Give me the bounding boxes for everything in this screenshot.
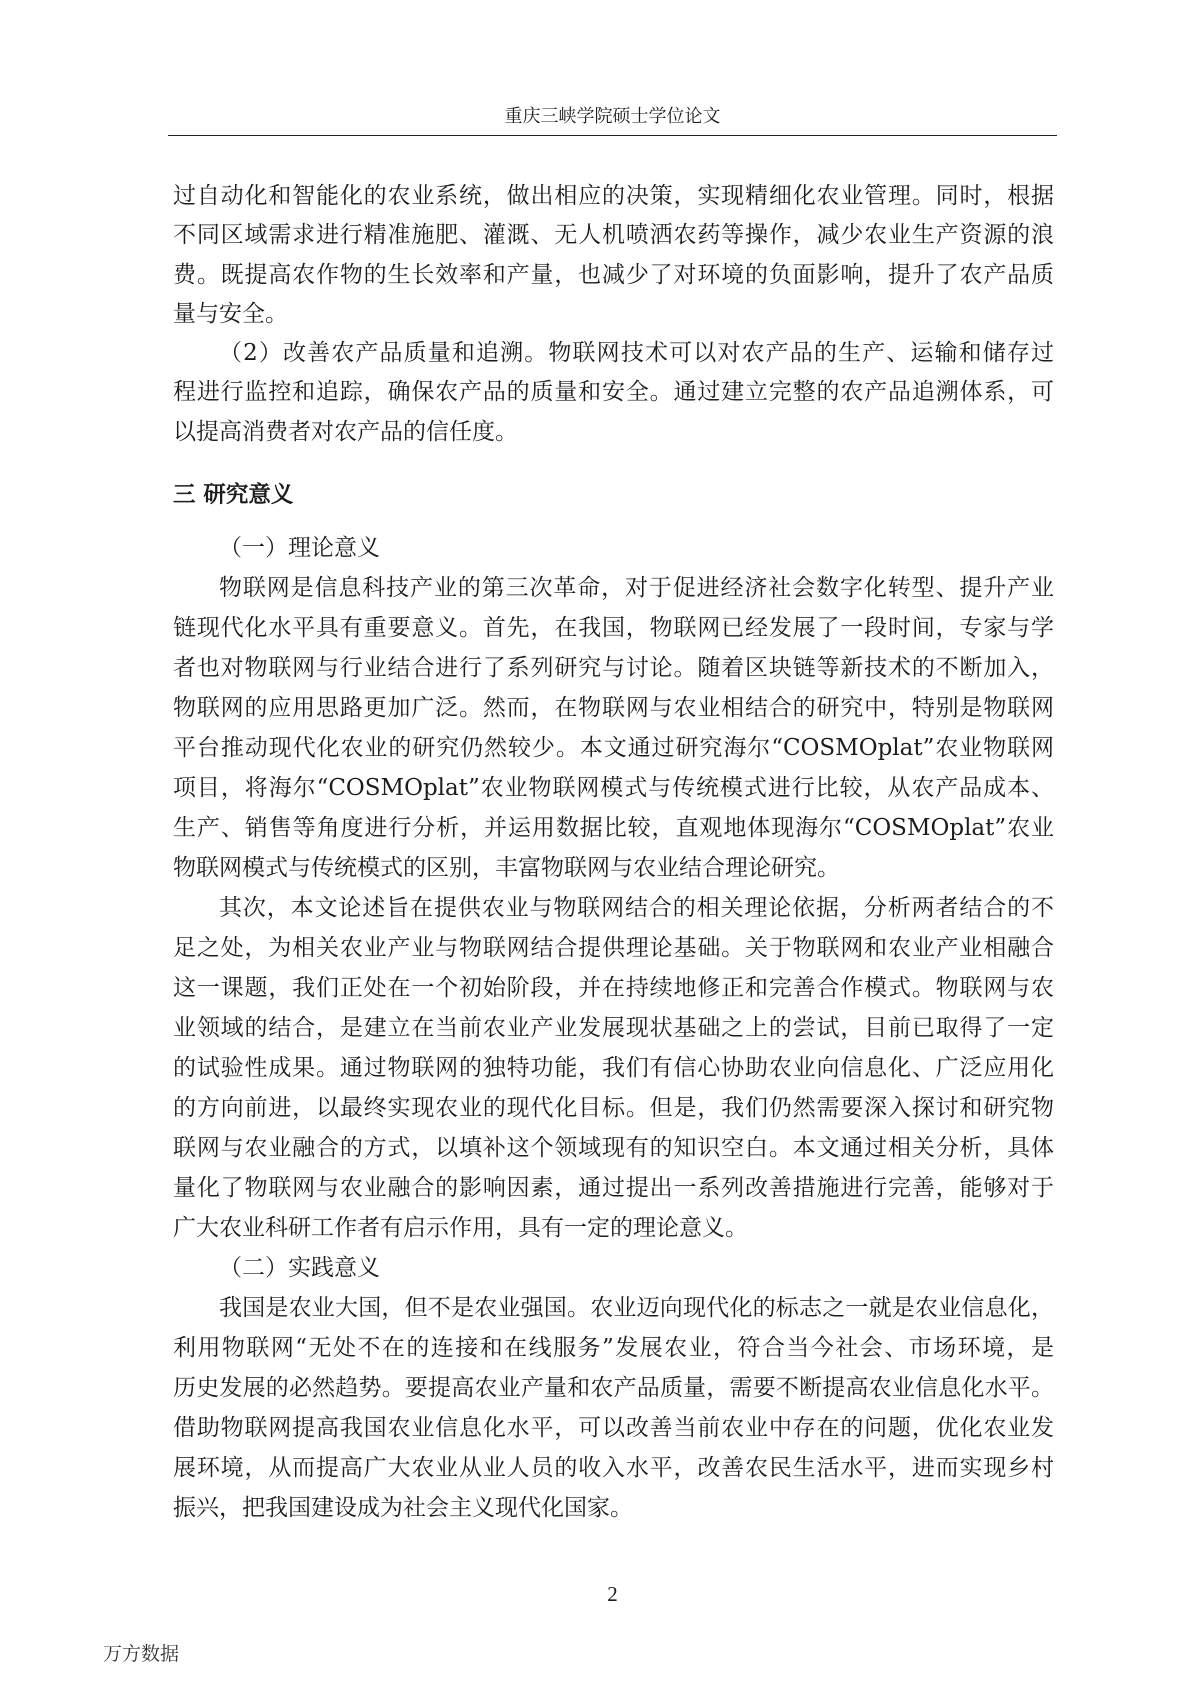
text-line: 者也对物联网与行业结合进行了系列研究与讨论。随着区块链等新技术的不断加入， bbox=[173, 655, 1054, 681]
text-line: （2）改善农产品质量和追溯。物联网技术可以对农产品的生产、运输和储存过 bbox=[219, 340, 1054, 367]
paragraph bbox=[173, 334, 1054, 452]
text-line: 的方向前进，以最终实现农业的现代化目标。但是，我们仍然需要深入探讨和研究物 bbox=[173, 1095, 1054, 1121]
intro-section bbox=[173, 177, 1054, 452]
page-number: 2 bbox=[607, 1582, 618, 1606]
header-rule bbox=[168, 135, 1057, 136]
text-line: 振兴，把我国建设成为社会主义现代化国家。 bbox=[173, 1495, 633, 1521]
running-header-title: 重庆三峡学院硕士学位论文 bbox=[504, 106, 721, 127]
subsection-title: （二）实践意义 bbox=[219, 1255, 380, 1281]
text-line: 费。既提高农作物的生长效率和产量，也减少了对环境的负面影响，提升了农产品质 bbox=[173, 261, 1054, 288]
section-heading: 三 研究意义 bbox=[173, 482, 294, 508]
text-line: 借助物联网提高我国农业信息化水平，可以改善当前农业中存在的问题，优化农业发 bbox=[173, 1415, 1054, 1441]
text-line: 过自动化和智能化的农业系统，做出相应的决策，实现精细化农业管理。同时，根据 bbox=[173, 183, 1054, 209]
subsection-title: （一）理论意义 bbox=[219, 535, 380, 561]
text-line: 量与安全。 bbox=[173, 300, 288, 327]
paragraph bbox=[173, 1288, 1054, 1528]
text-line: 广大农业科研工作者有启示作用，具有一定的理论意义。 bbox=[173, 1215, 748, 1241]
text-line: 程进行监控和追踪，确保农产品的质量和安全。通过建立完整的农产品追溯体系，可 bbox=[173, 379, 1054, 406]
text-line: 这一课题，我们正处在一个初始阶段，并在持续地修正和完善合作模式。物联网与农 bbox=[173, 975, 1054, 1001]
text-line: 其次，本文论述旨在提供农业与物联网结合的相关理论依据，分析两者结合的不 bbox=[219, 895, 1054, 921]
text-line: 物联网的应用思路更加广泛。然而，在物联网与农业相结合的研究中，特别是物联网 bbox=[173, 695, 1054, 721]
text-line: 历史发展的必然趋势。要提高农业产量和农产品质量，需要不断提高农业信息化水平。 bbox=[173, 1375, 1054, 1401]
text-line: 我国是农业大国，但不是农业强国。农业迈向现代化的标志之一就是农业信息化， bbox=[219, 1295, 1054, 1321]
paragraph bbox=[173, 888, 1054, 1248]
text-line: 展环境，从而提高广大农业从业人员的收入水平，改善农民生活水平，进而实现乡村 bbox=[173, 1455, 1054, 1481]
text-line: 量化了物联网与农业融合的影响因素，通过提出一系列改善措施进行完善，能够对于 bbox=[173, 1175, 1054, 1201]
text-line: 不同区域需求进行精准施肥、灌溉、无人机喷洒农药等操作，减少农业生产资源的浪 bbox=[173, 222, 1054, 249]
subsections bbox=[173, 528, 1054, 1528]
source-watermark: 万方数据 bbox=[103, 1643, 180, 1665]
text-line: 生产、销售等角度进行分析，并运用数据比较，直观地体现海尔“COSMOplat”农业 bbox=[173, 815, 1054, 841]
paragraph bbox=[173, 568, 1054, 888]
text-line: 足之处，为相关农业产业与物联网结合提供理论基础。关于物联网和农业产业相融合 bbox=[173, 935, 1054, 961]
text-line: 链现代化水平具有重要意义。首先，在我国，物联网已经发展了一段时间，专家与学 bbox=[173, 615, 1054, 641]
paragraph bbox=[173, 177, 1054, 334]
text-line: 业领域的结合，是建立在当前农业产业发展现状基础之上的尝试，目前已取得了一定 bbox=[173, 1015, 1054, 1041]
text-line: 联网与农业融合的方式，以填补这个领域现有的知识空白。本文通过相关分析，具体 bbox=[173, 1135, 1054, 1161]
text-line: 物联网模式与传统模式的区别，丰富物联网与农业结合理论研究。 bbox=[173, 855, 840, 881]
text-line: 物联网是信息科技产业的第三次革命，对于促进经济社会数字化转型、提升产业 bbox=[219, 575, 1054, 601]
text-line: 项目，将海尔“COSMOplat”农业物联网模式与传统模式进行比较，从农产品成本、 bbox=[173, 775, 1054, 801]
text-line: 以提高消费者对农产品的信任度。 bbox=[173, 418, 518, 445]
text-line: 平台推动现代化农业的研究仍然较少。本文通过研究海尔“COSMOplat”农业物联网 bbox=[173, 735, 1054, 761]
text-line: 的试验性成果。通过物联网的独特功能，我们有信心协助农业向信息化、广泛应用化 bbox=[173, 1055, 1054, 1081]
text-line: 利用物联网“无处不在的连接和在线服务”发展农业，符合当今社会、市场环境，是 bbox=[173, 1335, 1054, 1361]
